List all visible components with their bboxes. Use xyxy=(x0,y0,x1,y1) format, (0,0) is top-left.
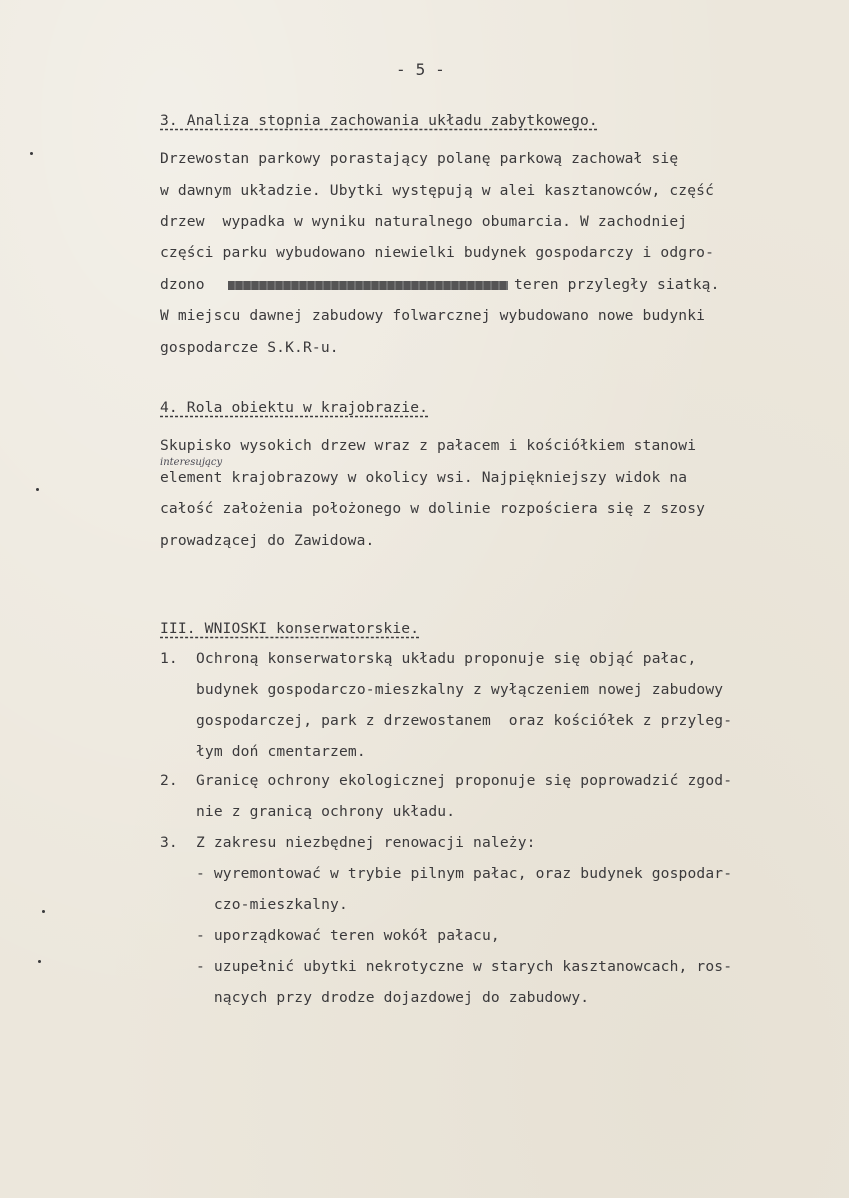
section-4-line: element krajobrazowy w okolicy wsi. Najpiękniejszy widok na xyxy=(160,469,688,486)
section-3-line: gospodarcze S.K.R-u. xyxy=(160,339,339,356)
section-4-line: całość założenia położonego w dolinie rozpościera się z szosy xyxy=(160,500,706,517)
bullet-line: nących przy drodze dojazdowej do zabudowy. xyxy=(196,989,590,1006)
section-4-line: prowadzącej do Zawidowa. xyxy=(160,532,375,549)
section-3-line: W miejscu dawnej zabudowy folwarcznej wybudowano nowe budynki xyxy=(160,307,706,324)
margin-speck xyxy=(38,960,41,963)
bullet-line: czo-mieszkalny. xyxy=(196,896,348,913)
section-3-line-end: teren przyległy siatką. xyxy=(514,276,720,293)
bullet-line: - uporządkować teren wokół pałacu, xyxy=(196,927,500,944)
struck-out-text xyxy=(228,281,508,290)
item-line: nie z granicą ochrony układu. xyxy=(196,803,456,820)
item-line: Granicę ochrony ekologicznej proponuje się poprowadzić zgod- xyxy=(196,772,733,789)
section-iii-heading: III. WNIOSKI konserwatorskie. xyxy=(160,620,420,637)
margin-speck xyxy=(42,910,45,913)
section-3-line: Drzewostan parkowy porastający polanę parkową zachował się xyxy=(160,150,679,167)
section-4-line: Skupisko wysokich drzew wraz z pałacem i kościółkiem stanowi xyxy=(160,437,697,454)
item-number: 2. xyxy=(160,772,178,789)
item-line: gospodarczej, park z drzewostanem oraz kościółek z przyleg- xyxy=(196,712,733,729)
item-number: 3. xyxy=(160,834,178,851)
item-line: łym doń cmentarzem. xyxy=(196,743,366,760)
item-line: budynek gospodarczo-mieszkalny z wyłączeniem nowej zabudowy xyxy=(196,681,724,698)
section-3-line: w dawnym układzie. Ubytki występują w alei kasztanowców, część xyxy=(160,182,715,199)
margin-speck xyxy=(36,488,39,491)
item-line: Z zakresu niezbędnej renowacji należy: xyxy=(196,834,536,851)
section-3-line: części parku wybudowano niewielki budynek gospodarczy i odgro- xyxy=(160,244,715,261)
page-number: - 5 - xyxy=(396,60,445,79)
bullet-line: - uzupełnić ubytki nekrotyczne w starych kasztanowcach, ros- xyxy=(196,958,733,975)
item-line: Ochroną konserwatorską układu proponuje się objąć pałac, xyxy=(196,650,697,667)
section-3-heading: 3. Analiza stopnia zachowania układu zabytkowego. xyxy=(160,112,598,129)
handwritten-insertion: interesujący xyxy=(160,457,223,468)
bullet-line: - wyremontować w trybie pilnym pałac, oraz budynek gospodar- xyxy=(196,865,733,882)
margin-speck xyxy=(30,152,33,155)
item-number: 1. xyxy=(160,650,178,667)
section-3-line-start: dzono xyxy=(160,276,205,293)
section-3-line: drzew wypadka w wyniku naturalnego obumarcia. W zachodniej xyxy=(160,213,688,230)
section-4-heading: 4. Rola obiektu w krajobrazie. xyxy=(160,399,429,416)
